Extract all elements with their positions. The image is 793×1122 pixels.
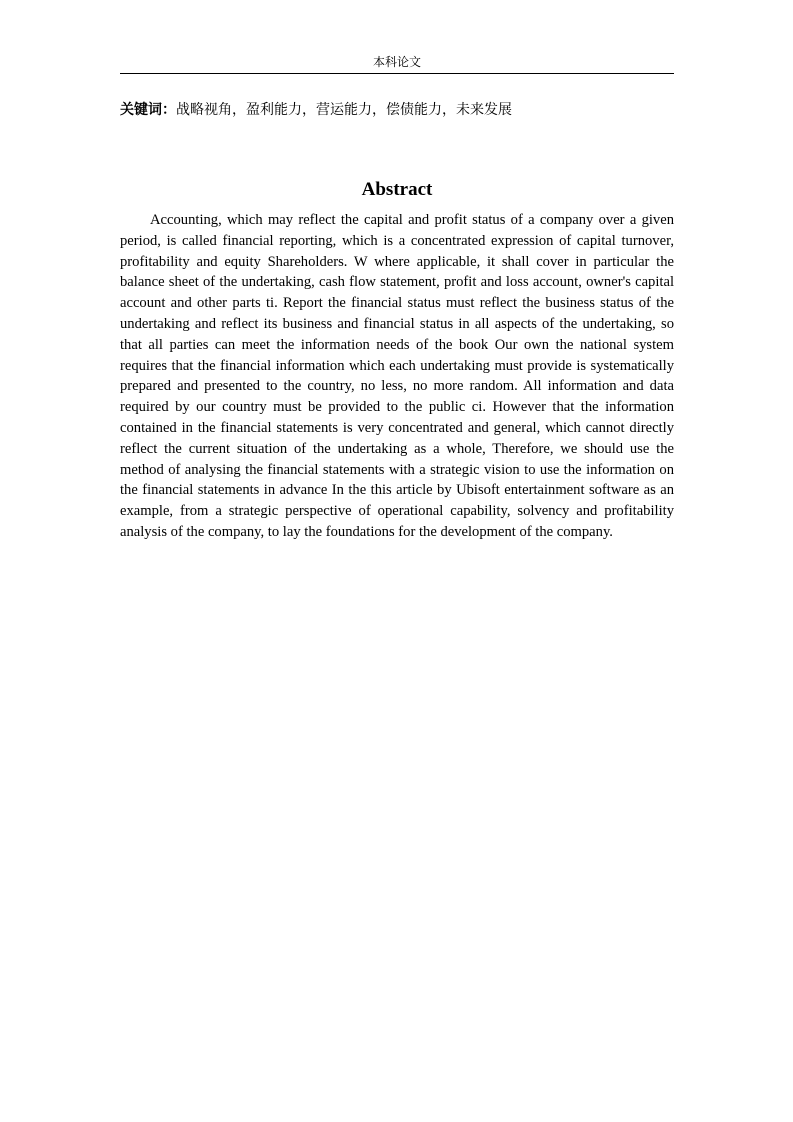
- abstract-title: Abstract: [361, 179, 433, 200]
- keywords-text: 战略视角，盈利能力，营运能力，偿债能力，未来发展: [176, 103, 512, 118]
- keywords-line: [120, 101, 674, 121]
- running-header: 本科论文: [372, 55, 421, 69]
- header-rule: [120, 73, 674, 74]
- keywords-label: 关键词：: [120, 103, 176, 118]
- abstract-body: Accounting, which may reflect the capital and profit status of a company over a given period, is called financial reporting, which is a concentrated expression of capital turnover, profitability and equity Shareholders. W where applicable, it shall cover in particular the balance sheet of the undertaking, cash flow statement, profit and loss account, owner's capital account and other parts ti. Report the financial status must reflect the business status of the undertaking and reflect its business and financial status in all aspects of the undertaking, so that all parties can meet the information needs of the book Our own the national system requires that the financial information which each undertaking must provide is systematically prepared and presented to the country, no less, no more random. All information and data required by our country must be provided to the public ci. However that the information contained in the financial statements is very concentrated and general, which cannot directly reflect the current situation of the undertaking as a whole, Therefore, we should use the method of analysing the financial statements with a strategic vision to use the information on the financial statements in advance In the this article by Ubisoft entertainment software as an example, from a strategic perspective of operational capability, solvency and profitability analysis of the company, to lay the foundations for the development of the company.: [120, 212, 674, 540]
